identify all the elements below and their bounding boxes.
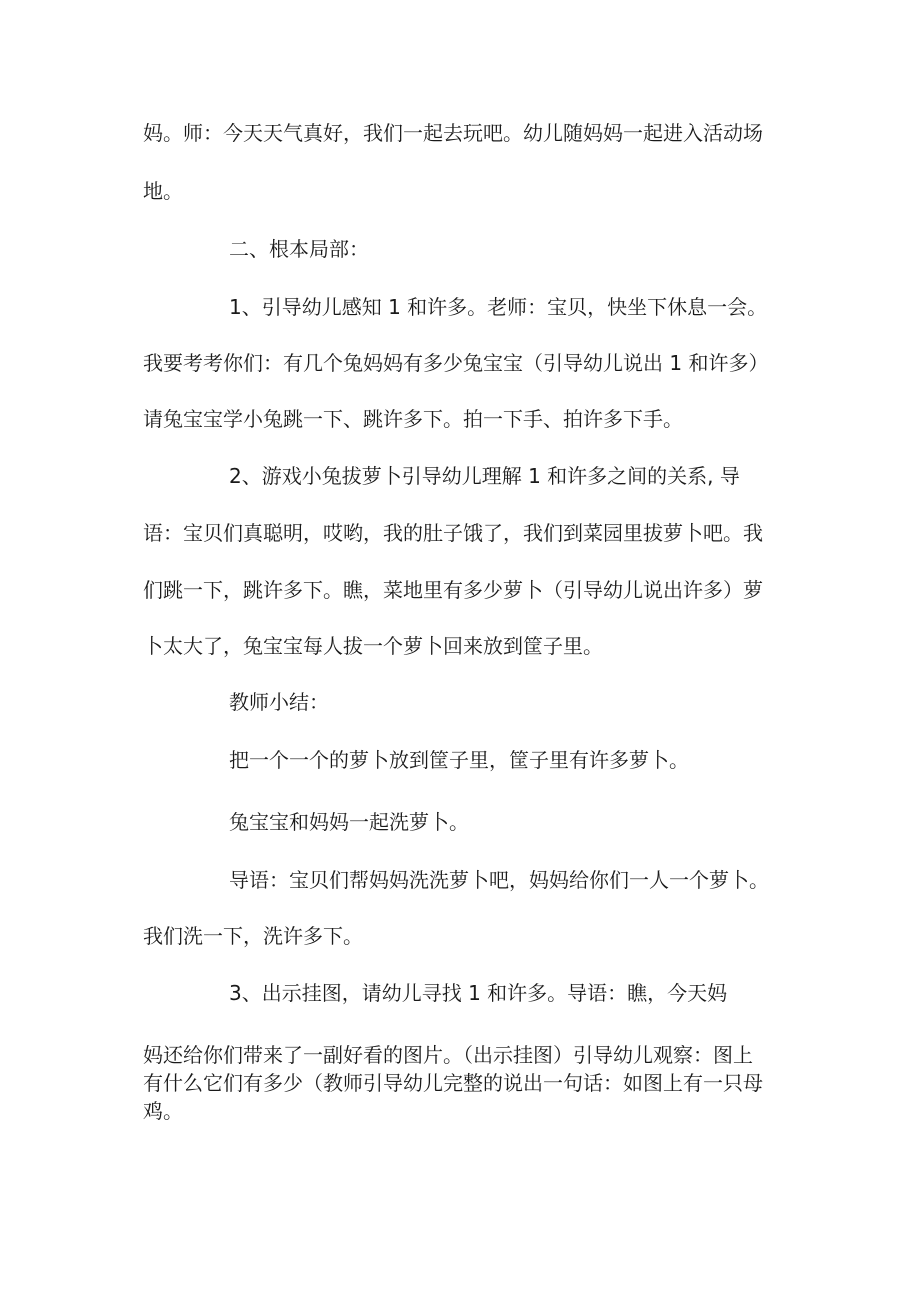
text-line-17: 妈还给你们带来了一副好看的图片。（出示挂图）引导幼儿观察：图上 [143, 1043, 753, 1067]
text-line-18: 有什么它们有多少（教师引导幼儿完整的说出一句话：如图上有一只母 [143, 1071, 763, 1095]
section-heading: 二、根本局部： [229, 237, 369, 261]
text-line-15: 我们洗一下，洗许多下。 [143, 924, 363, 948]
text-line-10: 卜太大了，兔宝宝每人拔一个萝卜回来放到筐子里。 [143, 634, 603, 658]
text-line-7: 2、游戏小兔拔萝卜引导幼儿理解 1 和许多之间的关系, 导 [229, 464, 740, 488]
summary-heading: 教师小结： [229, 690, 329, 714]
text-line-14: 导语：宝贝们帮妈妈洗洗萝卜吧，妈妈给你们一人一个萝卜。 [229, 868, 769, 892]
text-line-6: 请兔宝宝学小兔跳一下、跳许多下。拍一下手、拍许多下手。 [143, 407, 683, 431]
text-line-1: 妈。师：今天天气真好，我们一起去玩吧。幼儿随妈妈一起进入活动场 [143, 121, 763, 145]
text-line-5: 我要考考你们：有几个兔妈妈有多少兔宝宝（引导幼儿说出 1 和许多） [143, 351, 769, 375]
text-line-16: 3、出示挂图，请幼儿寻找 1 和许多。导语：瞧，今天妈 [229, 981, 728, 1005]
text-line-8: 语：宝贝们真聪明，哎哟，我的肚子饿了，我们到菜园里拔萝卜吧。我 [143, 521, 763, 545]
text-line-19: 鸡。 [143, 1099, 183, 1123]
text-line-12: 把一个一个的萝卜放到筐子里，筐子里有许多萝卜。 [229, 748, 689, 772]
text-line-9: 们跳一下，跳许多下。瞧，菜地里有多少萝卜（引导幼儿说出许多）萝 [143, 578, 763, 602]
text-line-2: 地。 [143, 179, 183, 203]
text-line-13: 兔宝宝和妈妈一起洗萝卜。 [229, 810, 469, 834]
text-line-4: 1、引导幼儿感知 1 和许多。老师：宝贝，快坐下休息一会。 [229, 295, 768, 319]
